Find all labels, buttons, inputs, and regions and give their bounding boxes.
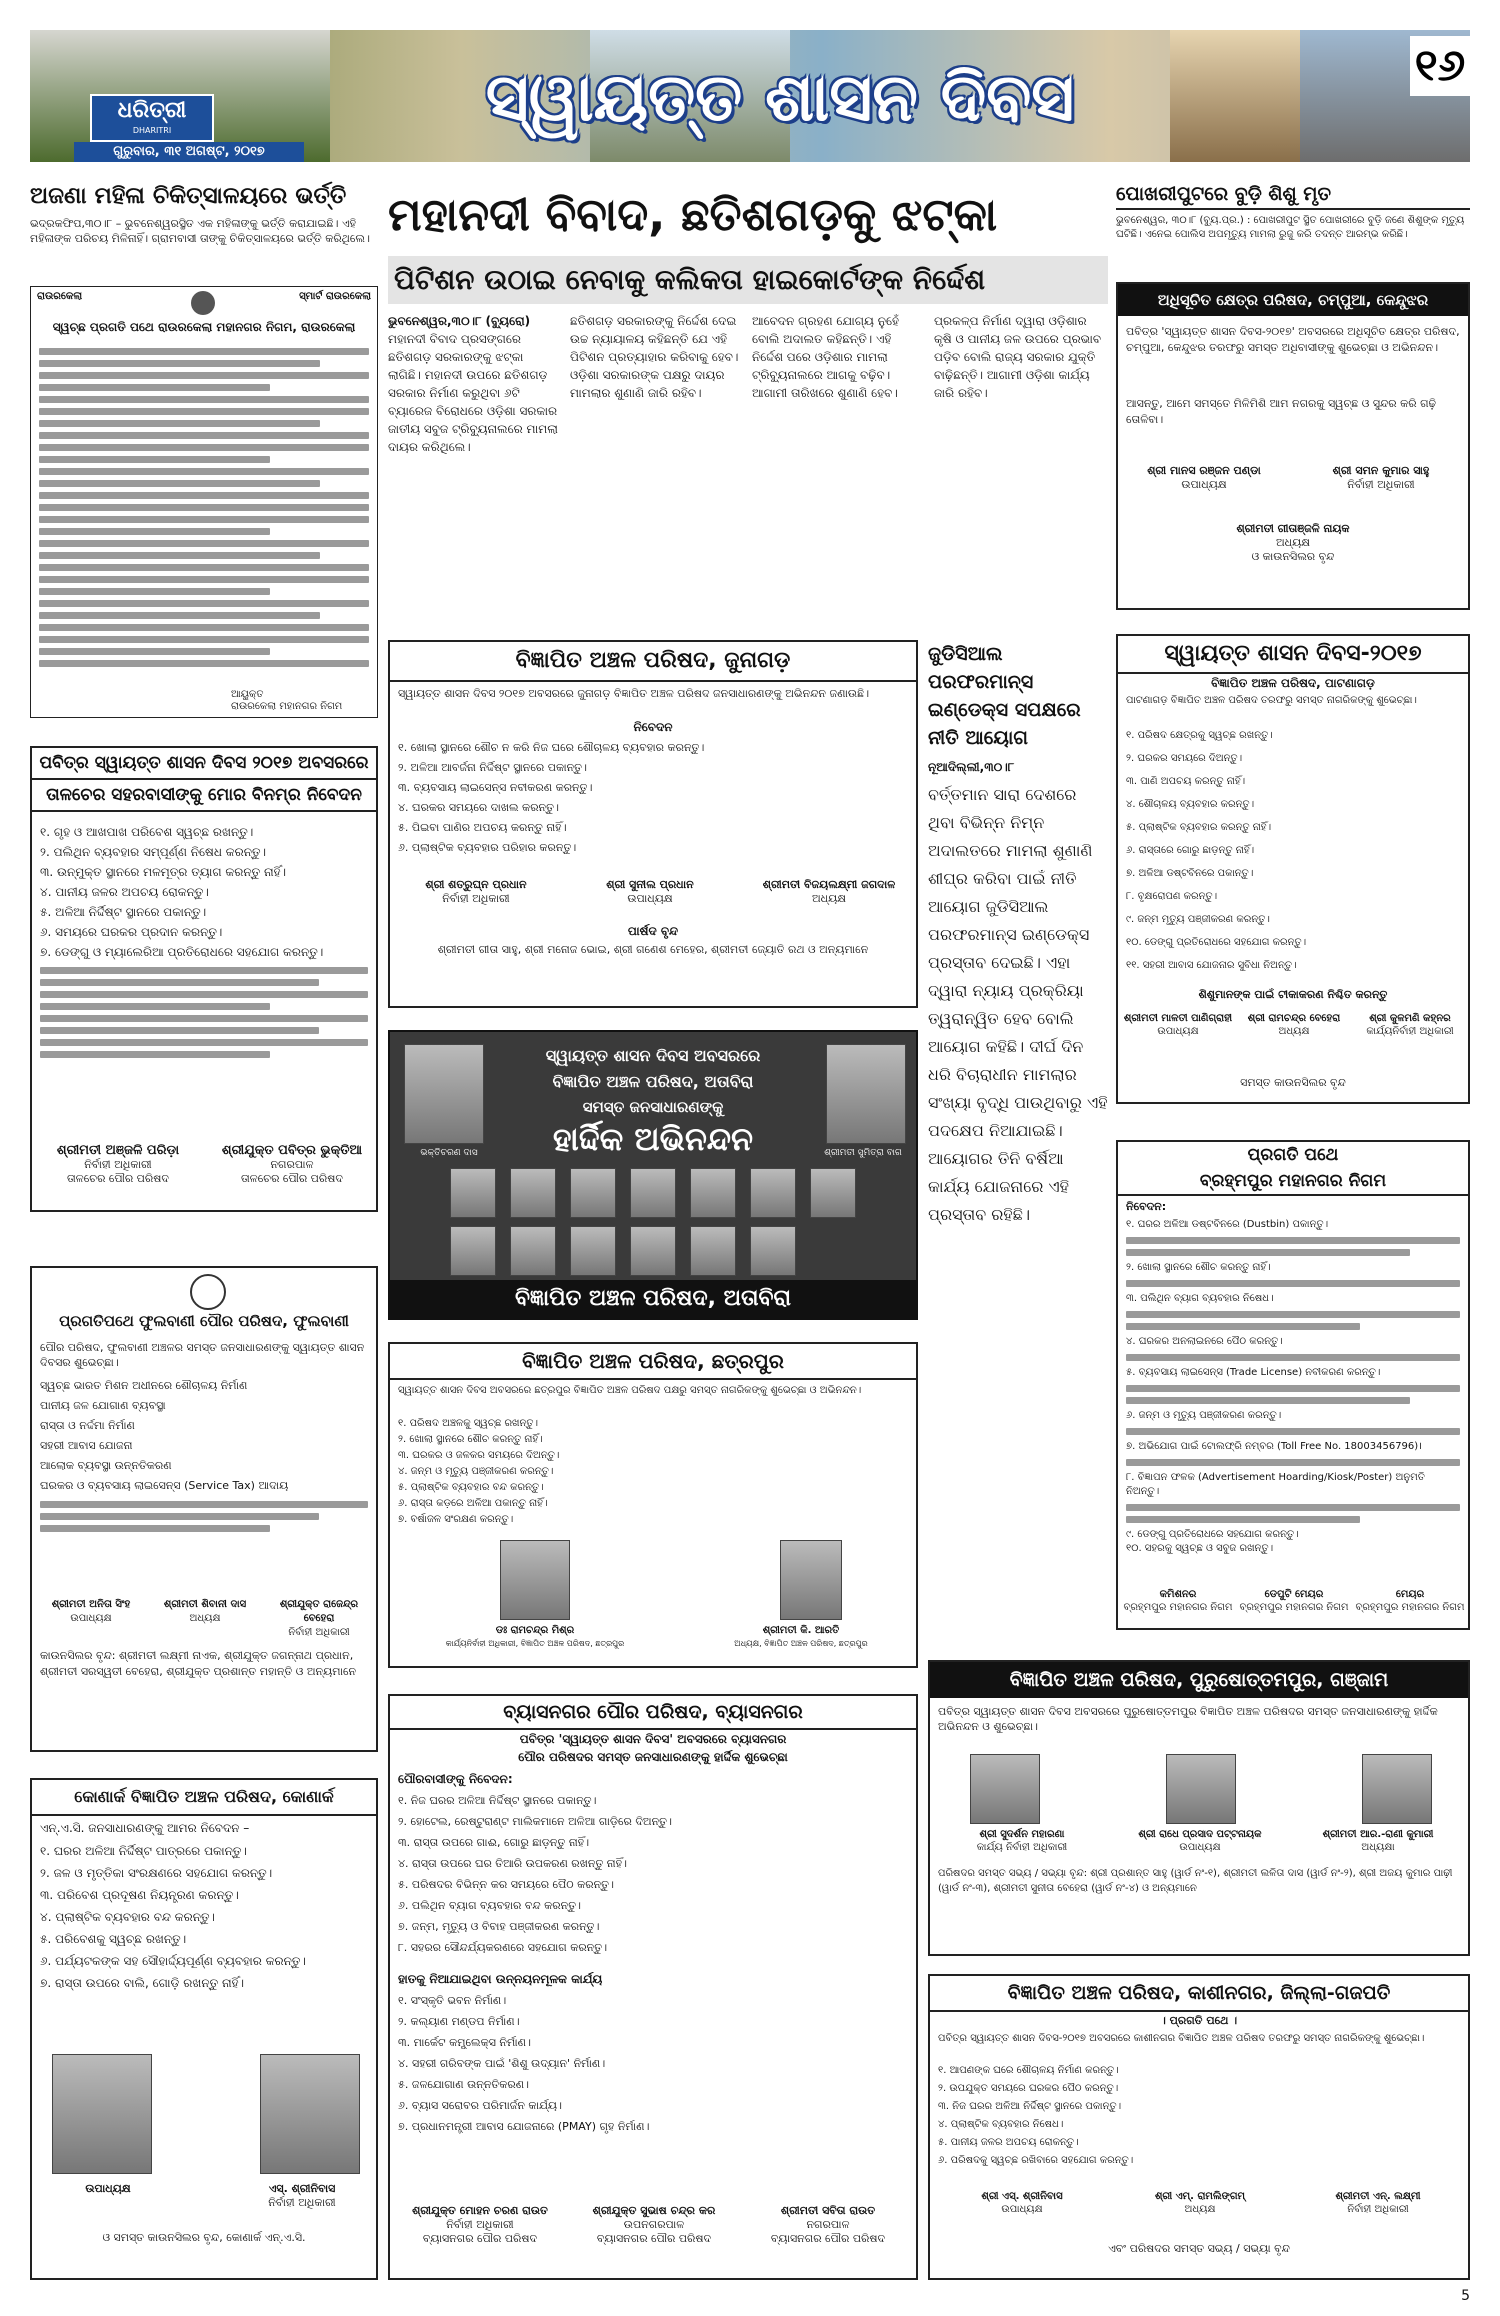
kashinagar-item: ୪. ପ୍ଲାଷ୍ଟିକ ବ୍ୟବହାର ନିଷେଧ। <box>938 2119 1064 2130</box>
patnagarh-title: ସ୍ୱାୟତ୍ତ ଶାସନ ଦିବସ-୨୦୧୭ <box>1118 636 1468 674</box>
patnagarh-item: ୫. ପ୍ଲାଷ୍ଟିକ ବ୍ୟବହାର କରନ୍ତୁ ନାହିଁ। <box>1126 822 1272 833</box>
chhatrapur-intro: ସ୍ୱାୟତ୍ତ ଶାସନ ଦିବସ ଅବସରରେ ଛତ୍ରପୁର ବିଜ୍ଞାପିତ ଅଞ୍ଚଳ ପରିଷଦ ପକ୍ଷରୁ ସମସ୍ତ ନାଗରିକଙ୍କୁ ଶୁଭେଚ୍ଛା ଓ ଅଭିନନ୍ଦନ। <box>398 1385 862 1396</box>
kashinagar-item: ୨. ଉପଯୁକ୍ତ ସମୟରେ ଘରକର ପୈଠ କରନ୍ତୁ। <box>938 2083 1119 2094</box>
member-photo <box>630 1226 676 1276</box>
junagarh-item: ୬. ପ୍ଲାଷ୍ଟିକ ବ୍ୟବହାର ପରିହାର କରନ୍ତୁ। <box>398 841 577 854</box>
sig-role: ମେୟର <box>1395 1589 1425 1600</box>
patnagarh-item: ୬. ରାସ୍ତାରେ ଗୋରୁ ଛାଡ଼ନ୍ତୁ ନାହିଁ। <box>1126 845 1255 856</box>
phulbani-item: ରାସ୍ତା ଓ ନର୍ଦ୍ଦମା ନିର୍ମାଣ <box>40 1419 135 1432</box>
byasanagar-item: ୨. ହୋଟେଲ, ରେଷ୍ଟୁରାଣ୍ଟ ମାଲିକମାନେ ଅଳିଆ ଗାଡ଼ିରେ ଦିଅନ୍ତୁ। <box>398 1815 672 1828</box>
athabira-footer: ବିଜ୍ଞାପିତ ଅଞ୍ଚଳ ପରିଷଦ, ଅତାବିରା <box>390 1280 916 1318</box>
athabira-member-photos <box>450 1168 860 1278</box>
byasanagar-item: ୬. ପଲିଥିନ ବ୍ୟାଗ ବ୍ୟବହାର ବନ୍ଦ କରନ୍ତୁ। <box>398 1899 581 1912</box>
berhampur-item: ୧୦. ସହରକୁ ସ୍ୱଚ୍ଛ ଓ ସବୁଜ ରଖନ୍ତୁ। <box>1126 1543 1274 1554</box>
niti-body: ବର୍ତ୍ତମାନ ସାରା ଦେଶରେ ଥିବା ବିଭିନ୍ନ ନିମ୍ନ ଅଦାଲତରେ ମାମଲା ଶୁଣାଣି ଶୀଘ୍ର କରିବା ପାଇଁ ନୀତି ଆୟୋଗ ଜୁଡିସିଆଲ ପରଫରମାନ୍ସ ଇଣ୍ଡେକ୍ସ ପ୍ରସ୍ତାବ ଦେଇଛି। ଏହା ଦ୍ୱାରା ନ୍ୟାୟ ପ୍ରକ୍ରିୟା ତ୍ୱରାନ୍ୱିତ ହେବ ବୋଲି ଆୟୋଗ କହିଛି। ଦୀର୍ଘ ଦିନ ଧରି ବିଚାରାଧୀନ ମାମଲାର ସଂଖ୍ୟା ବୃଦ୍ଧି ପାଉଥିବାରୁ ଏହି ପଦକ୍ଷେପ ନିଆଯାଇଛି। ଆୟୋଗର ତିନି ବର୍ଷିଆ କାର୍ଯ୍ୟ ଯୋଜନାରେ ଏହି ପ୍ରସ୍ତାବ ରହିଛି। <box>928 785 1108 1224</box>
kashinagar-title: ବିଜ୍ଞାପିତ ଅଞ୍ଚଳ ପରିଷଦ, କାଶୀନଗର, ଜିଲ୍ଲା-ଗଜପତି <box>930 1976 1468 2012</box>
sig-role: ନିର୍ବାହୀ ଅଧିକାରୀ <box>288 1627 350 1638</box>
rourkela-title: ସ୍ୱଚ୍ଛ ପ୍ରଗତି ପଥେ ରାଉରକେଲା ମହାନଗର ନିଗମ, ରାଉରକେଲା <box>52 320 356 334</box>
main-col-4: ପ୍ରକଳ୍ପ ନିର୍ମାଣ ଦ୍ୱାରା ଓଡ଼ିଶାର କୃଷି ଓ ପାନୀୟ ଜଳ ଉପରେ ପ୍ରଭାବ ପଡ଼ିବ ବୋଲି ରାଜ୍ୟ ସରକାର ଯୁକ୍ତି ବାଢ଼ିଛନ୍ତି। ଆଗାମୀ ଓଡ଼ିଶା କାର୍ଯ୍ୟ ଜାରି ରହିବ। <box>934 314 1102 400</box>
sig-org: ବ୍ୟାସନଗର ପୌର ପରିଷଦ <box>770 2232 886 2245</box>
kashinagar-sig-2 <box>1112 2190 1288 2216</box>
ad-junagarh <box>388 640 918 1008</box>
sig-role: ନିର୍ବାହୀ ଅଧିକାରୀ <box>1347 478 1415 491</box>
byasanagar-work: ୩. ମାର୍କେଟ କମ୍ପ୍ଲେକ୍ସ ନିର୍ମାଣ। <box>398 2036 531 2049</box>
member-photo <box>450 1226 496 1276</box>
patnagarh-item: ୩. ପାଣି ଅପଚୟ କରନ୍ତୁ ନାହିଁ। <box>1126 776 1246 787</box>
phulbani-list <box>40 1376 368 1556</box>
rourkela-footer-left: ଆୟୁକ୍ତ <box>231 689 264 700</box>
purushottampur-title: ବିଜ୍ଞାପିତ ଅଞ୍ଚଳ ପରିଷଦ, ପୁରୁଷୋତ୍ତମପୁର, ଗଞ୍ଜାମ <box>930 1662 1468 1698</box>
byasanagar-title: ବ୍ୟାସନଗର ପୌର ପରିଷଦ, ବ୍ୟାସନଗର <box>390 1696 916 1730</box>
berhampur-sig-1 <box>1122 1588 1234 1614</box>
purushottampur-council: ପରିଷଦର ସମସ୍ତ ସଭ୍ୟ / ସଭ୍ୟା ବୃନ୍ଦ: ଶ୍ରୀ ପ୍ରଶାନ୍ତ ସାହୁ (ୱାର୍ଡ ନଂ-୧), ଶ୍ରୀମତୀ ଲଳିତା ଦାସ (ୱାର୍ଡ ନଂ-୨), ଶ୍ରୀ ଅଜୟ କୁମାର ପାଢ଼ୀ (ୱାର୍ଡ ନଂ-୩), ଶ୍ରୀମତୀ ସୁନୀତା ବେହେରା (ୱାର୍ଡ ନଂ-୪) ଓ ଅନ୍ୟମାନେ <box>938 1868 1453 1894</box>
sig-role: କମିଶନର <box>1159 1589 1197 1600</box>
ad-chhatrapur <box>388 1342 918 1668</box>
sig-role: ନିର୍ବାହୀ ଅଧିକାରୀ <box>1347 2204 1409 2215</box>
rourkela-footer-right: ରାଉରକେଲା ମହାନଗର ନିଗମ <box>231 701 343 712</box>
champua-title: ଅଧିସୂଚିତ କ୍ଷେତ୍ର ପରିଷଦ, ଚମ୍ପୁଆ, କେନ୍ଦୁଝର <box>1118 284 1468 316</box>
story-pokhariput <box>1116 180 1470 276</box>
chhatrapur-list <box>398 1416 908 1528</box>
berhampur-intro: ନିବେଦନ: <box>1126 1200 1167 1213</box>
berhampur-item: ୧. ଘରର ଅଳିଆ ଡଷ୍ଟବିନରେ (Dustbin) ପକାନ୍ତୁ। <box>1126 1219 1329 1230</box>
patnagarh-item: ୯. ଜନ୍ମ ମୃତ୍ୟୁ ପଞ୍ଜୀକରଣ କରନ୍ତୁ। <box>1126 914 1270 925</box>
byasanagar-list-head: ପୌରବାସୀଙ୍କୁ ନିବେଦନ: <box>398 1772 513 1786</box>
junagarh-item: ୩. ବ୍ୟବସାୟ ଲାଇସେନ୍ସ ନବୀକରଣ କରନ୍ତୁ। <box>398 781 593 794</box>
junagarh-sig-2 <box>570 878 730 906</box>
sig-role: ଅଧ୍ୟକ୍ଷ <box>1278 1026 1310 1037</box>
main-subhead: ପିଟିଶନ ଉଠାଇ ନେବାକୁ କଲିକତା ହାଇକୋର୍ଟଙ୍କ ନିର୍ଦ୍ଦେଶ <box>388 256 1108 304</box>
ad-rourkela <box>30 286 378 718</box>
konark-photo-1 <box>52 2054 152 2174</box>
phulbani-sig-1 <box>36 1598 146 1626</box>
sig-name: ଶ୍ରୀମତୀ ସବିତା ରାଉତ <box>780 2204 876 2217</box>
berhampur-item: ୨. ଖୋଲା ସ୍ଥାନରେ ଶୌଚ କରନ୍ତୁ ନାହିଁ। <box>1126 1262 1271 1273</box>
ad-berhampur <box>1116 1140 1470 1630</box>
chhatrapur-item: ୪. ଜନ୍ମ ଓ ମୃତ୍ୟୁ ପଞ୍ଜୀକରଣ କରନ୍ତୁ। <box>398 1466 554 1477</box>
konark-item: ୨. ଜଳ ଓ ମୃତ୍ତିକା ସଂରକ୍ଷଣରେ ସହଯୋଗ କରନ୍ତୁ। <box>40 1866 273 1880</box>
sig-org: ବ୍ରହ୍ମପୁର ମହାନଗର ନିଗମ <box>1123 1602 1233 1613</box>
sig-org: ଓ କାଉନସିଲର ବୃନ୍ଦ <box>1251 550 1335 563</box>
sig-name: ଶ୍ରୀମତୀ ବିଜୟଲକ୍ଷ୍ମୀ ଜଗଦାଳ <box>762 878 896 891</box>
sig-role: ନିର୍ବାହୀ ଅଧିକାରୀ <box>446 2218 514 2231</box>
chhatrapur-item: ୧. ପରିଷଦ ଅଞ୍ଚଳକୁ ସ୍ୱଚ୍ଛ ରଖନ୍ତୁ। <box>398 1418 539 1429</box>
talcher-item: ୨. ପଲିଥିନ ବ୍ୟବହାର ସମ୍ପୂର୍ଣ୍ଣ ନିଷେଧ କରନ୍ତୁ। <box>40 845 266 859</box>
junagarh-list <box>398 738 908 868</box>
berhampur-title-2: ବ୍ରହ୍ମପୁର ମହାନଗର ନିଗମ <box>1118 1168 1468 1196</box>
byasanagar-work: ୬. ବ୍ୟାସ ସରୋବର ପରିମାର୍ଜନ କାର୍ଯ୍ୟ। <box>398 2099 562 2112</box>
patnagarh-list <box>1126 724 1460 984</box>
patnagarh-item: ୮. ବୃକ୍ଷରୋପଣ କରନ୍ତୁ। <box>1126 891 1218 902</box>
pokhariput-title: ପୋଖରୀପୁଟରେ ବୁଡ଼ି ଶିଶୁ ମୃତ <box>1116 180 1470 210</box>
berhampur-item: ୫. ବ୍ୟବସାୟ ଲାଇସେନ୍ସ (Trade License) ନବୀକରଣ କରନ୍ତୁ। <box>1126 1367 1381 1378</box>
sig-name: ଶ୍ରୀ ମାନସ ରଞ୍ଜନ ପଣ୍ଡା <box>1147 464 1261 477</box>
rourkela-right-head: ସ୍ମାର୍ଟ ରାଉରକେଲା <box>299 291 371 302</box>
newspaper-logo <box>90 94 214 142</box>
sig-role: ଉପାଧ୍ୟକ୍ଷ <box>1181 478 1227 491</box>
patnagarh-intro: ପାଟଣାଗଡ଼ ବିଜ୍ଞାପିତ ଅଞ୍ଚଳ ପରିଷଦ ତରଫରୁ ସମସ୍ତ ନାଗରିକଙ୍କୁ ଶୁଭେଚ୍ଛା। <box>1126 695 1417 706</box>
chhatrapur-sig-2 <box>686 1624 916 1650</box>
berhampur-item: ୯. ଡେଙ୍ଗୁ ପ୍ରତିରୋଧରେ ସହଯୋଗ କରନ୍ତୁ। <box>1126 1529 1299 1540</box>
byasanagar-work: ୫. ଜଳଯୋଗାଣ ଉନ୍ନତିକରଣ। <box>398 2078 529 2091</box>
sig-name: ଶ୍ରୀ ଏମ୍. ରାମଲିଙ୍ଗମ୍ <box>1154 2191 1246 2202</box>
byasanagar-works <box>398 1990 908 2150</box>
kashinagar-sig-1 <box>934 2190 1110 2216</box>
sig-org: ବ୍ୟାସନଗର ପୌର ପରିଷଦ <box>422 2232 538 2245</box>
berhampur-item: ୮. ବିଜ୍ଞାପନ ଫଳକ (Advertisement Hoarding/Kiosk/Poster) ଅନୁମତି ନିଅନ୍ତୁ। <box>1126 1472 1425 1497</box>
sig-name: ଶ୍ରୀ ଶତ୍ରୁଘ୍ନ ପ୍ରଧାନ <box>425 878 527 891</box>
sig-name: ଶ୍ରୀ ରାମଚନ୍ଦ୍ର ବେହେରା <box>1247 1013 1341 1024</box>
ad-talcher <box>30 746 378 1212</box>
athabira-photo-right <box>826 1044 906 1144</box>
sig-role: ନିର୍ବାହୀ ଅଧିକାରୀ <box>84 1158 152 1171</box>
talcher-list <box>40 822 368 1122</box>
sig-name: ଶ୍ରୀମତୀ ଆର.-ରାଣୀ କୁମାରୀ <box>1322 1829 1434 1840</box>
header-photo-temple <box>1170 30 1300 162</box>
berhampur-sig-2 <box>1238 1588 1350 1614</box>
sig-org: ବ୍ୟାସନଗର ପୌର ପରିଷଦ <box>596 2232 712 2245</box>
talcher-item: ୬. ସମୟରେ ଘରକର ପ୍ରଦାନ କରନ୍ତୁ। <box>40 925 223 939</box>
athabira-line-3: ସମସ୍ତ ଜନସାଧାରଣଙ୍କୁ <box>582 1098 724 1116</box>
sig-name: ଶ୍ରୀମତୀ କି. ଆରତି <box>762 1625 840 1636</box>
athabira-line-1: ସ୍ୱାୟତ୍ତ ଶାସନ ଦିବସ ଅବସରରେ <box>545 1046 761 1065</box>
header-date: ଗୁରୁବାର, ୩୧ ଅଗଷ୍ଟ, ୨୦୧୭ <box>74 142 304 162</box>
berhampur-list <box>1126 1218 1460 1578</box>
sig-role: ନିର୍ବାହୀ ଅଧିକାରୀ <box>442 892 510 905</box>
chhatrapur-item: ୭. ବର୍ଷାଜଳ ସଂରକ୍ଷଣ କରନ୍ତୁ। <box>398 1514 514 1525</box>
member-photo <box>570 1226 616 1276</box>
purushottampur-sig-3 <box>1290 1828 1466 1854</box>
berhampur-item: ୪. ଘରକର ଅନଲାଇନରେ ପୈଠ କରନ୍ତୁ। <box>1126 1336 1283 1347</box>
byasanagar-item: ୧. ନିଜ ଘରର ଅଳିଆ ନିର୍ଦ୍ଦିଷ୍ଟ ସ୍ଥାନରେ ପକାନ୍ତୁ। <box>398 1794 597 1807</box>
main-col-1-text: ମହାନଦୀ ବିବାଦ ପ୍ରସଙ୍ଗରେ ଛତିଶଗଡ଼ ସରକାରଙ୍କୁ ଝଟ୍କା ଲାଗିଛି। ମହାନଦୀ ଉପରେ ଛତିଶଗଡ଼ ସରକାର ନିର୍ମାଣ କରୁଥିବା ୬ଟି ବ୍ୟାରେଜ ବିରୋଧରେ ଓଡ଼ିଶା ସରକାର ଜାତୀୟ ସବୁଜ ଟ୍ରିବ୍ୟୁନାଲରେ ମାମଲା ଦାୟର କରିଥିଲେ। <box>388 332 558 454</box>
athabira-greeting: ହାର୍ଦ୍ଦିକ ଅଭିନନ୍ଦନ <box>552 1120 754 1158</box>
kashinagar-intro: ପବିତ୍ର ସ୍ୱାୟତ୍ତ ଶାସନ ଦିବସ-୨୦୧୭ ଅବସରରେ କାଶୀନଗର ବିଜ୍ଞାପିତ ଅଞ୍ଚଳ ପରିଷଦ ତରଫରୁ ସମସ୍ତ ନାଗରିକଙ୍କୁ ଶୁଭେଚ୍ଛା। <box>938 2033 1425 2044</box>
sig-org: ତାଳଚେର ପୌର ପରିଷଦ <box>241 1172 343 1185</box>
konark-item: ୬. ପର୍ଯ୍ୟଟକଙ୍କ ସହ ସୌହାର୍ଦ୍ଦ୍ୟପୂର୍ଣ୍ଣ ବ୍ୟବହାର କରନ୍ତୁ। <box>40 1954 306 1968</box>
junagarh-subtitle: ନିବେଦନ <box>633 720 673 734</box>
member-photo <box>690 1168 736 1218</box>
purushottampur-intro: ପବିତ୍ର ସ୍ୱାୟତ୍ତ ଶାସନ ଦିବସ ଅବସରରେ ପୁରୁଷୋତ୍ତମପୁର ବିଜ୍ଞାପିତ ଅଞ୍ଚଳ ପରିଷଦର ସମସ୍ତ ଜନସାଧାରଣଙ୍କୁ ହାର୍ଦ୍ଦିକ ଅଭିନନ୍ଦନ ଓ ଶୁଭେଚ୍ଛା। <box>938 1705 1438 1733</box>
berhampur-item: ୬. ଜନ୍ମ ଓ ମୃତ୍ୟୁ ପଞ୍ଜୀକରଣ କରନ୍ତୁ। <box>1126 1410 1282 1421</box>
byasanagar-item: ୮. ସହରର ସୌନ୍ଦର୍ଯ୍ୟକରଣରେ ସହଯୋଗ କରନ୍ତୁ। <box>398 1941 608 1954</box>
patnagarh-item: ୭. ଅଳିଆ ଡଷ୍ଟବିନରେ ପକାନ୍ତୁ। <box>1126 868 1254 879</box>
talcher-title-2: ତାଳଚେର ସହରବାସୀଙ୍କୁ ମୋର ବିନମ୍ର ନିବେଦନ <box>32 780 376 812</box>
berhampur-item: ୭. ଅଭିଯୋଗ ପାଇଁ ଟୋଲଫ୍ରି ନମ୍ବର (Toll Free No. 18003456796)। <box>1126 1441 1422 1452</box>
ad-kashinagar <box>928 1974 1470 2280</box>
footer-page-number: 5 <box>1461 2288 1470 2304</box>
pokhariput-body: ଭୁବନେଶ୍ୱର, ୩୦।୮ (ବ୍ୟୁ.ପ୍ର.) : ପୋଖରୀପୁଟ ସ୍ଥିତ ପୋଖରୀରେ ବୁଡ଼ି ଜଣେ ଶିଶୁଙ୍କ ମୃତ୍ୟୁ ଘଟିଛି। ଏନେଇ ପୋଲିସ ଅପମୃତ୍ୟୁ ମାମଲା ରୁଜୁ କରି ତଦନ୍ତ ଆରମ୍ଭ କରିଛି। <box>1116 215 1465 240</box>
sig-name: ଶ୍ରୀମତୀ ଏନ୍. ଲକ୍ଷ୍ମୀ <box>1335 2191 1421 2202</box>
logo-subtext: DHARITRI <box>132 126 172 135</box>
byasanagar-item: ୫. ପରିଷଦର ବିଭିନ୍ନ କର ସମୟରେ ପୈଠ କରନ୍ତୁ। <box>398 1878 614 1891</box>
member-photo <box>450 1168 496 1218</box>
page-header <box>30 30 1470 162</box>
chhatrapur-item: ୨. ଖୋଲା ସ୍ଥାନରେ ଶୌଚ କରନ୍ତୁ ନାହିଁ। <box>398 1434 543 1445</box>
sig-role: ନିର୍ବାହୀ ଅଧିକାରୀ <box>268 2196 336 2209</box>
sig-role: ନଗରପାଳ <box>806 2218 850 2231</box>
chhatrapur-item: ୫. ପ୍ଲାଷ୍ଟିକ ବ୍ୟବହାର ବନ୍ଦ କରନ୍ତୁ। <box>398 1482 544 1493</box>
sig-name: ଶ୍ରୀ ସୁଦର୍ଶନ ମହାରଣା <box>979 1829 1065 1840</box>
athabira-person-right: ଶ୍ରୀମତୀ ସୁମିତ୍ରା ବାଗ <box>824 1148 902 1158</box>
phulbani-item: ଘରକର ଓ ବ୍ୟବସାୟ ଲାଇସେନ୍ସ (Service Tax) ଆଦାୟ <box>40 1479 289 1492</box>
sig-name: ଶ୍ରୀଯୁକ୍ତ ରାଜେନ୍ଦ୍ର ବେହେରା <box>279 1599 359 1624</box>
sig-role: ଉପନଗରପାଳ <box>623 2218 685 2231</box>
patnagarh-item: ୧୦. ଡେଙ୍ଗୁ ପ୍ରତିରୋଧରେ ସହଯୋଗ କରନ୍ତୁ। <box>1126 937 1307 948</box>
konark-list <box>40 1840 368 2040</box>
chhatrapur-title: ବିଜ୍ଞାପିତ ଅଞ୍ଚଳ ପରିଷଦ, ଛତ୍ରପୁର <box>390 1344 916 1380</box>
konark-item: ୭. ରାସ୍ତା ଉପରେ ବାଲି, ଗୋଡ଼ି ରଖନ୍ତୁ ନାହିଁ। <box>40 1976 245 1990</box>
sig-role: କାର୍ଯ୍ୟ ନିର୍ବାହୀ ଅଧିକାରୀ <box>976 1842 1068 1853</box>
sig-role: ଉପାଧ୍ୟକ୍ଷ <box>1157 1026 1199 1037</box>
byasanagar-sig-3 <box>744 2204 912 2246</box>
kashinagar-item: ୫. ପାନୀୟ ଜଳର ଅପଚୟ ରୋକନ୍ତୁ। <box>938 2137 1079 2148</box>
member-photo <box>810 1168 856 1218</box>
phulbani-council: କାଉନସିଲର ବୃନ୍ଦ: ଶ୍ରୀମତୀ ଲକ୍ଷ୍ମୀ ନାଏକ, ଶ୍ରୀଯୁକ୍ତ ଜଗନ୍ନାଥ ପ୍ରଧାନ, ଶ୍ରୀମତୀ ସରସ୍ୱତୀ ବେହେରା, ଶ୍ରୀଯୁକ୍ତ ପ୍ରଶାନ୍ତ ମହାନ୍ତି ଓ ଅନ୍ୟମାନେ <box>40 1649 357 1678</box>
junagarh-item: ୪. ଘରକର ସମୟରେ ଦାଖଲ କରନ୍ତୁ। <box>398 801 559 814</box>
talcher-sig-2 <box>212 1144 372 1186</box>
patnagarh-sig-2 <box>1238 1012 1350 1038</box>
phulbani-item: ପାନୀୟ ଜଳ ଯୋଗାଣ ବ୍ୟବସ୍ଥା <box>40 1399 166 1412</box>
junagarh-sig-3 <box>744 878 914 906</box>
junagarh-item: ୧. ଖୋଲା ସ୍ଥାନରେ ଶୌଚ ନ କରି ନିଜ ଘରେ ଶୌଚାଳୟ ବ୍ୟବହାର କରନ୍ତୁ। <box>398 741 705 754</box>
byasanagar-sig-1 <box>396 2204 564 2246</box>
champua-sig-1 <box>1124 464 1284 492</box>
ad-purushottampur <box>928 1660 1470 1956</box>
purushottampur-sig-1 <box>934 1828 1110 1854</box>
talcher-item: ୪. ପାନୀୟ ଜଳର ଅପଚୟ ରୋକନ୍ତୁ। <box>40 885 209 899</box>
sig-role: ଉପାଧ୍ୟକ୍ଷ <box>85 2182 131 2195</box>
main-col-3: ଆବେଦନ ଗ୍ରହଣ ଯୋଗ୍ୟ ନୁହେଁ ବୋଲି ଅଦାଲତ କହିଛନ୍ତି। ଏହି ନିର୍ଦ୍ଦେଶ ପରେ ଓଡ଼ିଶାର ମାମଲା ଟ୍ରିବ୍ୟୁନାଲରେ ଆଗକୁ ବଢ଼ିବ। ଆଗାମୀ ତାରିଖରେ ଶୁଣାଣି ହେବ। <box>752 314 899 400</box>
byasanagar-sub-2: ପୌର ପରିଷଦର ସମସ୍ତ ଜନସାଧାରଣଙ୍କୁ ହାର୍ଦ୍ଦିକ ଶୁଭେଚ୍ଛା <box>518 1750 788 1764</box>
phulbani-sig-2 <box>150 1598 260 1626</box>
phulbani-emblem <box>190 1274 226 1310</box>
byasanagar-item: ୪. ରାସ୍ତା ଉପରେ ଘର ତିଆରି ଉପକରଣ ରଖନ୍ତୁ ନାହିଁ। <box>398 1857 627 1870</box>
konark-item: ୩. ପରିବେଶ ପ୍ରଦୂଷଣ ନିୟନ୍ତ୍ରଣ କରନ୍ତୁ। <box>40 1888 239 1902</box>
ad-athabira <box>388 1030 918 1320</box>
talcher-sig-1 <box>38 1144 198 1186</box>
junagarh-intro: ସ୍ୱାୟତ୍ତ ଶାସନ ଦିବସ ୨୦୧୭ ଅବସରରେ ଜୁନାଗଡ଼ ବିଜ୍ଞାପିତ ଅଞ୍ଚଳ ପରିଷଦ ଜନସାଧାରଣଙ୍କୁ ଅଭିନନ୍ଦନ ଜଣାଉଛି। <box>398 687 870 700</box>
byasanagar-item: ୭. ଜନ୍ମ, ମୃତ୍ୟୁ ଓ ବିବାହ ପଞ୍ଜୀକରଣ କରନ୍ତୁ। <box>398 1920 600 1933</box>
konark-item: ୧. ଘରର ଅଳିଆ ନିର୍ଦ୍ଦିଷ୍ଟ ପାତ୍ରରେ ପକାନ୍ତୁ। <box>40 1844 247 1858</box>
athabira-photo-left <box>404 1044 484 1144</box>
sig-role: ନଗରପାଳ <box>270 1158 314 1171</box>
sig-role: ଅଧ୍ୟକ୍ଷ, ବିଜ୍ଞାପିତ ଅଞ୍ଚଳ ପରିଷଦ, ଛତ୍ରପୁର <box>734 1639 868 1648</box>
champua-sig-2 <box>1298 464 1464 492</box>
berhampur-title-1: ପ୍ରଗତି ପଥେ <box>1247 1145 1339 1165</box>
kashinagar-footer: ଏବଂ ପରିଷଦର ସମସ୍ତ ସଭ୍ୟ / ସଭ୍ୟା ବୃନ୍ଦ <box>1108 2242 1290 2255</box>
sig-org: ବ୍ରହ୍ମପୁର ମହାନଗର ନିଗମ <box>1239 1602 1349 1613</box>
patnagarh-item: ୪. ଶୌଚାଳୟ ବ୍ୟବହାର କରନ୍ତୁ। <box>1126 799 1255 810</box>
story-hospital <box>30 180 378 280</box>
patnagarh-item: ୨. ଘରକର ସମୟରେ ଦିଅନ୍ତୁ। <box>1126 753 1243 764</box>
member-photo <box>750 1168 796 1218</box>
ad-byasanagar <box>388 1694 918 2280</box>
member-photo <box>510 1226 556 1276</box>
purushottampur-sig-2 <box>1112 1828 1288 1854</box>
sig-name: ଶ୍ରୀ ସମନ କୁମାର ସାହୁ <box>1332 464 1430 477</box>
byasanagar-work: ୧. ସଂସ୍କୃତି ଭବନ ନିର୍ମାଣ। <box>398 1994 507 2007</box>
phulbani-intro: ପୌର ପରିଷଦ, ଫୁଲବାଣୀ ଅଞ୍ଚଳର ସମସ୍ତ ଜନସାଧାରଣଙ୍କୁ ସ୍ୱାୟତ୍ତ ଶାସନ ଦିବସର ଶୁଭେଚ୍ଛା। <box>40 1341 365 1369</box>
sig-name: ଡଃ ରାମଚନ୍ଦ୍ର ମିଶ୍ର <box>495 1625 575 1636</box>
konark-title: କୋଣାର୍କ ବିଜ୍ଞାପିତ ଅଞ୍ଚଳ ପରିଷଦ, କୋଣାର୍କ <box>32 1780 376 1816</box>
sig-role: କାର୍ଯ୍ୟନିର୍ବାହୀ ଅଧିକାରୀ, ବିଜ୍ଞାପିତ ଅଞ୍ଚଳ ପରିଷଦ, ଛତ୍ରପୁର <box>445 1639 625 1648</box>
phulbani-item: ସ୍ୱଚ୍ଛ ଭାରତ ମିଶନ ଅଧୀନରେ ଶୌଚାଳୟ ନିର୍ମାଣ <box>40 1379 248 1392</box>
purushottampur-photo-3 <box>1362 1754 1432 1824</box>
byasanagar-works-head: ହାତକୁ ନିଆଯାଇଥିବା ଉନ୍ନୟନମୂଳକ କାର୍ଯ୍ୟ <box>398 1972 603 1986</box>
kashinagar-item: ୬. ପରିଷଦକୁ ସ୍ୱଚ୍ଛ ରଖିବାରେ ସହଯୋଗ କରନ୍ତୁ। <box>938 2155 1134 2166</box>
sig-org: ବ୍ରହ୍ମପୁର ମହାନଗର ନିଗମ <box>1355 1602 1465 1613</box>
champua-sig-3 <box>1208 522 1378 564</box>
junagarh-title: ବିଜ୍ଞାପିତ ଅଞ୍ଚଳ ପରିଷଦ, ଜୁନାଗଡ଼ <box>390 642 916 682</box>
sig-role: ଅଧ୍ୟକ୍ଷ <box>1184 2204 1216 2215</box>
junagarh-item: ୫. ପିଇବା ପାଣିର ଅପଚୟ କରନ୍ତୁ ନାହିଁ। <box>398 821 567 834</box>
main-story-body <box>388 312 1108 612</box>
niti-dateline: ନୂଆଦିଲ୍ଲୀ,୩୦।୮ <box>928 760 1014 774</box>
member-photo <box>750 1226 796 1276</box>
purushottampur-photo-1 <box>970 1754 1040 1824</box>
member-photo <box>510 1168 556 1218</box>
page-number: ୧୬ <box>1410 36 1470 96</box>
kashinagar-sig-3 <box>1290 2190 1466 2216</box>
rourkela-emblem <box>191 291 215 315</box>
sig-name: ଶ୍ରୀ ରାଧେ ପ୍ରସାଦ ପଟ୍ଟନାୟକ <box>1138 1829 1262 1840</box>
main-col-1 <box>388 312 558 612</box>
sig-name: ଶ୍ରୀଯୁକ୍ତ ପବିତ୍ର ଭୁକ୍ତିଆ <box>221 1143 363 1158</box>
junagarh-council-head: ପାର୍ଷଦ ବୃନ୍ଦ <box>627 924 679 938</box>
sig-role: ଅଧ୍ୟକ୍ଷା <box>1361 1842 1395 1853</box>
champua-body-2: ଆସନ୍ତୁ, ଆମେ ସମସ୍ତେ ମିଳିମିଶି ଆମ ନଗରକୁ ସ୍ୱଚ୍ଛ ଓ ସୁନ୍ଦର କରି ଗଢ଼ି ତୋଳିବା। <box>1126 397 1437 426</box>
patnagarh-footer: ସମସ୍ତ କାଉନସିଲର ବୃନ୍ଦ <box>1240 1076 1346 1089</box>
member-photo <box>570 1168 616 1218</box>
sig-name: ଶ୍ରୀମତୀ ଅଞ୍ଜଳି ପରିଡ଼ା <box>56 1143 180 1158</box>
byasanagar-sub-1: ପବିତ୍ର 'ସ୍ୱାୟତ୍ତ ଶାସନ ଦିବସ' ଅବସରରେ ବ୍ୟାସନଗର <box>519 1732 787 1746</box>
sig-name: ଶ୍ରୀମତୀ ଶିବାନୀ ଦାସ <box>163 1599 247 1610</box>
talcher-item: ୫. ଅଳିଆ ନିର୍ଦ୍ଦିଷ୍ଟ ସ୍ଥାନରେ ପକାନ୍ତୁ। <box>40 905 207 919</box>
purushottampur-photo-2 <box>1166 1754 1236 1824</box>
phulbani-title: ପ୍ରଗତିପଥେ ଫୁଲବାଣୀ ପୌର ପରିଷଦ, ଫୁଲବାଣୀ <box>59 1312 349 1330</box>
patnagarh-sig-3 <box>1354 1012 1466 1038</box>
patnagarh-note: ଶିଶୁମାନଙ୍କ ପାଇଁ ଟୀକାକରଣ ନିଶ୍ଚିତ କରନ୍ତୁ <box>1198 988 1388 1001</box>
champua-body-1: ପବିତ୍ର 'ସ୍ୱାୟତ୍ତ ଶାସନ ଦିବସ-୨୦୧୭' ଅବସରରେ ଅଧିସୂଚିତ କ୍ଷେତ୍ର ପରିଷଦ, ଚମ୍ପୁଆ, କେନ୍ଦୁଝର ତରଫରୁ ସମସ୍ତ ଅଧିବାସୀଙ୍କୁ ଶୁଭେଚ୍ଛା ଓ ଅଭିନନ୍ଦନ। <box>1126 325 1460 354</box>
main-headline: ମହାନଦୀ ବିବାଦ, ଛତିଶଗଡ଼କୁ ଝଟ୍କା <box>388 188 998 241</box>
kashinagar-list <box>938 2062 1460 2174</box>
talcher-item: ୩. ଉନ୍ମୁକ୍ତ ସ୍ଥାନରେ ମଳମୂତ୍ର ତ୍ୟାଗ କରନ୍ତୁ ନାହିଁ। <box>40 865 287 879</box>
byasanagar-list <box>398 1790 908 1966</box>
sig-role: ଅଧ୍ୟକ୍ଷ <box>1275 536 1311 549</box>
junagarh-sig-1 <box>396 878 556 906</box>
berhampur-item: ୩. ପଲିଥିନ ବ୍ୟାଗ ବ୍ୟବହାର ନିଷେଧ। <box>1126 1293 1274 1304</box>
sig-role: ଅଧ୍ୟକ୍ଷ <box>189 1613 221 1624</box>
sig-role: କାର୍ଯ୍ୟନିର୍ବାହୀ ଅଧିକାରୀ <box>1366 1026 1454 1037</box>
logo-text: ଧରିତ୍ରୀ <box>117 98 187 123</box>
main-col-2: ଛତିଶଗଡ଼ ସରକାରଙ୍କୁ ନିର୍ଦ୍ଦେଶ ଦେଇ ଉଚ୍ଚ ନ୍ୟାୟାଳୟ କହିଛନ୍ତି ଯେ ଏହି ପିଟିଶନ ପ୍ରତ୍ୟାହାର କରିବାକୁ ହେବ। ଓଡ଼ିଶା ସରକାରଙ୍କ ପକ୍ଷରୁ ଦାୟର ମାମଲାର ଶୁଣାଣି ଜାରି ରହିବ। <box>570 314 739 400</box>
story-hospital-title: ଅଜଣା ମହିଳା ଚିକିତ୍ସାଳୟରେ ଭର୍ତ୍ତି <box>30 183 347 209</box>
sig-name: ଶ୍ରୀଯୁକ୍ତ ମୋହନ ଚରଣ ରାଉତ <box>412 2204 548 2217</box>
chhatrapur-item: ୬. ରାସ୍ତା କଡ଼ରେ ଅଳିଆ ପକାନ୍ତୁ ନାହିଁ। <box>398 1498 548 1509</box>
athabira-person-left: ଭକ୍ତିଚରଣ ଦାସ <box>420 1148 478 1158</box>
sig-role: ଉପାଧ୍ୟକ୍ଷ <box>627 892 673 905</box>
konark-item: ୫. ପରିବେଶକୁ ସ୍ୱଚ୍ଛ ରଖନ୍ତୁ। <box>40 1932 187 1946</box>
sig-name: ଶ୍ରୀଯୁକ୍ତ ସୁଭାଷ ଚନ୍ଦ୍ର କର <box>592 2204 716 2217</box>
sig-name: ଶ୍ରୀ ଏସ୍. ଶ୍ରୀନିବାସ <box>981 2191 1063 2202</box>
sig-role: ଡେପୁଟି ମେୟର <box>1264 1589 1324 1600</box>
patnagarh-subtitle: ବିଜ୍ଞାପିତ ଅଞ୍ଚଳ ପରିଷଦ, ପାଟଣାଗଡ଼ <box>1211 676 1375 690</box>
kashinagar-item: ୩. ନିଜ ଘରର ଅଳିଆ ନିର୍ଦ୍ଦିଷ୍ଟ ସ୍ଥାନରେ ପକାନ୍ତୁ। <box>938 2101 1122 2112</box>
kashinagar-subtitle: । ପ୍ରଗତି ପଥେ । <box>1160 2014 1238 2027</box>
sig-role: ଉପାଧ୍ୟକ୍ଷ <box>1001 2204 1043 2215</box>
sig-role: ଅଧ୍ୟକ୍ଷ <box>811 892 847 905</box>
chhatrapur-photo-2 <box>780 1540 842 1620</box>
byasanagar-item: ୩. ରାସ୍ତା ଉପରେ ଗାଈ, ଗୋରୁ ଛାଡ଼ନ୍ତୁ ନାହିଁ। <box>398 1836 590 1849</box>
member-photo <box>690 1226 736 1276</box>
ad-champua <box>1116 282 1470 610</box>
chhatrapur-sig-1 <box>420 1624 650 1650</box>
sig-name: ଶ୍ରୀମତୀ ମାଳତୀ ପାଣିଗ୍ରାହୀ <box>1123 1013 1233 1024</box>
talcher-title-1: ପବିତ୍ର ସ୍ୱାୟତ୍ତ ଶାସନ ଦିବସ ୨୦୧୭ ଅବସରରେ <box>32 748 376 780</box>
patnagarh-item: ୧. ପରିଷଦ କ୍ଷେତ୍ରକୁ ସ୍ୱଚ୍ଛ ରଖନ୍ତୁ। <box>1126 730 1273 741</box>
sig-role: ଉପାଧ୍ୟକ୍ଷ <box>70 1613 112 1624</box>
story-niti <box>928 640 1108 1640</box>
sig-name: ଶ୍ରୀମତୀ ଅନିତା ସିଂହ <box>51 1599 131 1610</box>
ad-konark <box>30 1778 378 2280</box>
banner-title: ସ୍ୱାୟତ୍ତ ଶାସନ ଦିବସ <box>485 59 1075 136</box>
byasanagar-work: ୭. ପ୍ରଧାନମନ୍ତ୍ରୀ ଆବାସ ଯୋଜନାରେ (PMAY) ଗୃହ ନିର୍ମାଣ। <box>398 2120 650 2133</box>
sig-name: ଶ୍ରୀ ସୁନୀଲ ପ୍ରଧାନ <box>606 878 694 891</box>
konark-intro: ଏନ୍.ଏ.ସି. ଜନସାଧାରଣଙ୍କୁ ଆମର ନିବେଦନ – <box>40 1821 250 1835</box>
ad-phulbani <box>30 1266 378 1752</box>
konark-sig-2 <box>232 2182 372 2210</box>
konark-item: ୪. ପ୍ଲାଷ୍ଟିକ ବ୍ୟବହାର ବନ୍ଦ କରନ୍ତୁ। <box>40 1910 215 1924</box>
konark-sig-1 <box>38 2182 178 2196</box>
talcher-item: ୭. ଡେଙ୍ଗୁ ଓ ମ୍ୟାଲେରିଆ ପ୍ରତିରୋଧରେ ସହଯୋଗ କରନ୍ତୁ। <box>40 945 324 959</box>
main-dateline: ଭୁବନେଶ୍ୱର,୩୦।୮ (ବ୍ୟୁରୋ) <box>388 314 531 328</box>
ad-patnagarh <box>1116 634 1470 1104</box>
rourkela-body <box>39 343 369 683</box>
phulbani-item: ଆଲୋକ ବ୍ୟବସ୍ଥା ଉନ୍ନତିକରଣ <box>40 1459 172 1472</box>
patnagarh-sig-1 <box>1122 1012 1234 1038</box>
kashinagar-item: ୧. ଆପଣଙ୍କ ଘରେ ଶୌଚାଳୟ ନିର୍ମାଣ କରନ୍ତୁ। <box>938 2065 1119 2076</box>
member-photo <box>630 1168 676 1218</box>
athabira-line-2: ବିଜ୍ଞାପିତ ଅଞ୍ଚଳ ପରିଷଦ, ଅତାବିରା <box>552 1072 754 1091</box>
sig-role: ଉପାଧ୍ୟକ୍ଷ <box>1179 1842 1221 1853</box>
byasanagar-sig-2 <box>570 2204 738 2246</box>
niti-title: ଜୁଡିସିଆଲ ପରଫରମାନ୍ସ ଇଣ୍ଡେକ୍ସ ସପକ୍ଷରେ ନୀତି ଆୟୋଗ <box>928 643 1081 749</box>
chhatrapur-item: ୩. ଘରକର ଓ ଜଳକର ସମୟରେ ଦିଅନ୍ତୁ। <box>398 1450 560 1461</box>
story-hospital-body: ଭଦ୍ରକଫିପ,୩୦।୮ – ଭୁବନେଶ୍ୱରସ୍ଥିତ ଏକ ମହିଳାଙ୍କୁ ଭର୍ତ୍ତି କରାଯାଇଛି। ଏହି ମହିଳାଙ୍କ ପରିଚୟ ମିଳିନାହିଁ। ଗ୍ରାମବାସୀ ତାଙ୍କୁ ଚିକିତ୍ସାଳୟରେ ଭର୍ତ୍ତି କରିଥିଲେ। <box>30 217 370 245</box>
junagarh-item: ୨. ଅଳିଆ ଆବର୍ଜନା ନିର୍ଦ୍ଦିଷ୍ଟ ସ୍ଥାନରେ ପକାନ୍ତୁ। <box>398 761 587 774</box>
junagarh-council: ଶ୍ରୀମତୀ ଗୀତା ସାହୁ, ଶ୍ରୀ ମନୋଜ ଭୋଇ, ଶ୍ରୀ ଗଣେଶ ମେହେର, ଶ୍ରୀମତୀ ଜ୍ୟୋତି ରଥ ଓ ଅନ୍ୟମାନେ <box>437 943 869 956</box>
sig-name: ଶ୍ରୀ କୁଳମଣି କହ୍ନର <box>1369 1013 1451 1024</box>
sig-name: ଶ୍ରୀମତୀ ଗୀତାଞ୍ଜଳି ନାୟକ <box>1236 522 1350 535</box>
phulbani-item: ସହରୀ ଆବାସ ଯୋଜନା <box>40 1439 133 1452</box>
byasanagar-work: ୨. କଲ୍ୟାଣ ମଣ୍ଡପ ନିର୍ମାଣ। <box>398 2015 520 2028</box>
berhampur-sig-3 <box>1354 1588 1466 1614</box>
talcher-item: ୧. ଗୃହ ଓ ଆଖପାଖ ପରିବେଶ ସ୍ୱଚ୍ଛ ରଖନ୍ତୁ। <box>40 825 254 839</box>
rourkela-left-head: ରାଉରକେଲା <box>37 291 83 302</box>
konark-photo-2 <box>260 2054 360 2174</box>
sig-name: ଏସ୍. ଶ୍ରୀନିବାସ <box>268 2182 336 2195</box>
konark-footer: ଓ ସମସ୍ତ କାଉନସିଲର ବୃନ୍ଦ, କୋଣାର୍କ ଏନ୍.ଏ.ସି. <box>102 2231 306 2244</box>
chhatrapur-photo-1 <box>500 1540 570 1620</box>
patnagarh-item: ୧୧. ସହରୀ ଆବାସ ଯୋଜନାର ସୁବିଧା ନିଅନ୍ତୁ। <box>1126 960 1297 971</box>
sig-org: ତାଳଚେର ପୌର ପରିଷଦ <box>67 1172 169 1185</box>
phulbani-sig-3 <box>264 1598 374 1640</box>
byasanagar-work: ୪. ସହରୀ ଗରିବଙ୍କ ପାଇଁ 'ଶିଶୁ ଉଦ୍ୟାନ' ନିର୍ମାଣ। <box>398 2057 606 2070</box>
